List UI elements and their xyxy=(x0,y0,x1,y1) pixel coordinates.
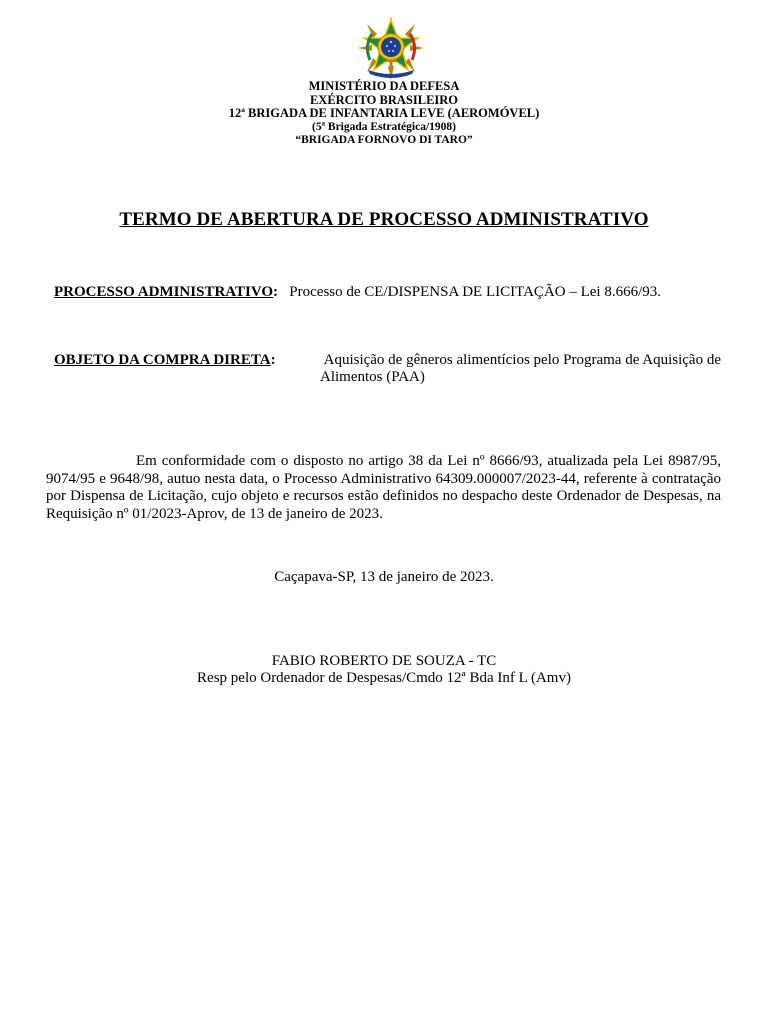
institution-header xyxy=(0,80,768,148)
objeto-value-line1: Aquisição de gêneros alimentícios pelo Programa de Aquisição de xyxy=(323,352,721,368)
objeto-line1 xyxy=(54,352,721,369)
objeto-colon: : xyxy=(270,352,276,368)
document-title: TERMO DE ABERTURA DE PROCESSO ADMINISTRATIVO xyxy=(119,209,649,230)
processo-label: PROCESSO ADMINISTRATIVO xyxy=(54,284,274,300)
objeto-value-line2: Alimentos (PAA) xyxy=(320,369,425,385)
place-date: Caçapava-SP, 13 de janeiro de 2023. xyxy=(274,569,494,585)
processo-field xyxy=(54,284,661,301)
header-brigade: 12ª BRIGADA DE INFANTARIA LEVE (AEROMÓVEL) xyxy=(228,106,540,121)
objeto-label: OBJETO DA COMPRA DIRETA xyxy=(54,352,271,368)
header-brigade-nickname: “BRIGADA FORNOVO DI TARO” xyxy=(295,134,473,147)
signature-block xyxy=(0,653,768,687)
signatory-name: FABIO ROBERTO DE SOUZA - TC xyxy=(271,653,497,669)
processo-colon: : xyxy=(273,284,279,300)
header-brigade-subtitle: (5ª Brigada Estratégica/1908) xyxy=(312,120,456,133)
body-paragraph: Em conformidade com o disposto no artigo 38 da Lei nº 8666/93, atualizada pela Lei 8987/95, 9074/95 e 9648/98, autuo nesta data, o Processo Administrativo 64309.000007/2023-44, referente à contratação por Dispensa de Licitação, cujo objeto e recursos estão definidos no despacho deste Ordenador de Despesas, na Requisição nº 01/2023-Aprov, de 13 de janeiro de 2023. xyxy=(46,453,721,522)
processo-value: Processo de CE/DISPENSA DE LICITAÇÃO – Lei 8.666/93. xyxy=(289,284,661,300)
header-ministry: MINISTÉRIO DA DEFESA xyxy=(308,79,460,93)
coat-of-arms-icon xyxy=(358,16,424,80)
objeto-field xyxy=(54,352,721,386)
header-army: EXÉRCITO BRASILEIRO xyxy=(309,92,459,107)
signatory-role: Resp pelo Ordenador de Despesas/Cmdo 12ª Bda Inf L (Amv) xyxy=(197,670,571,686)
